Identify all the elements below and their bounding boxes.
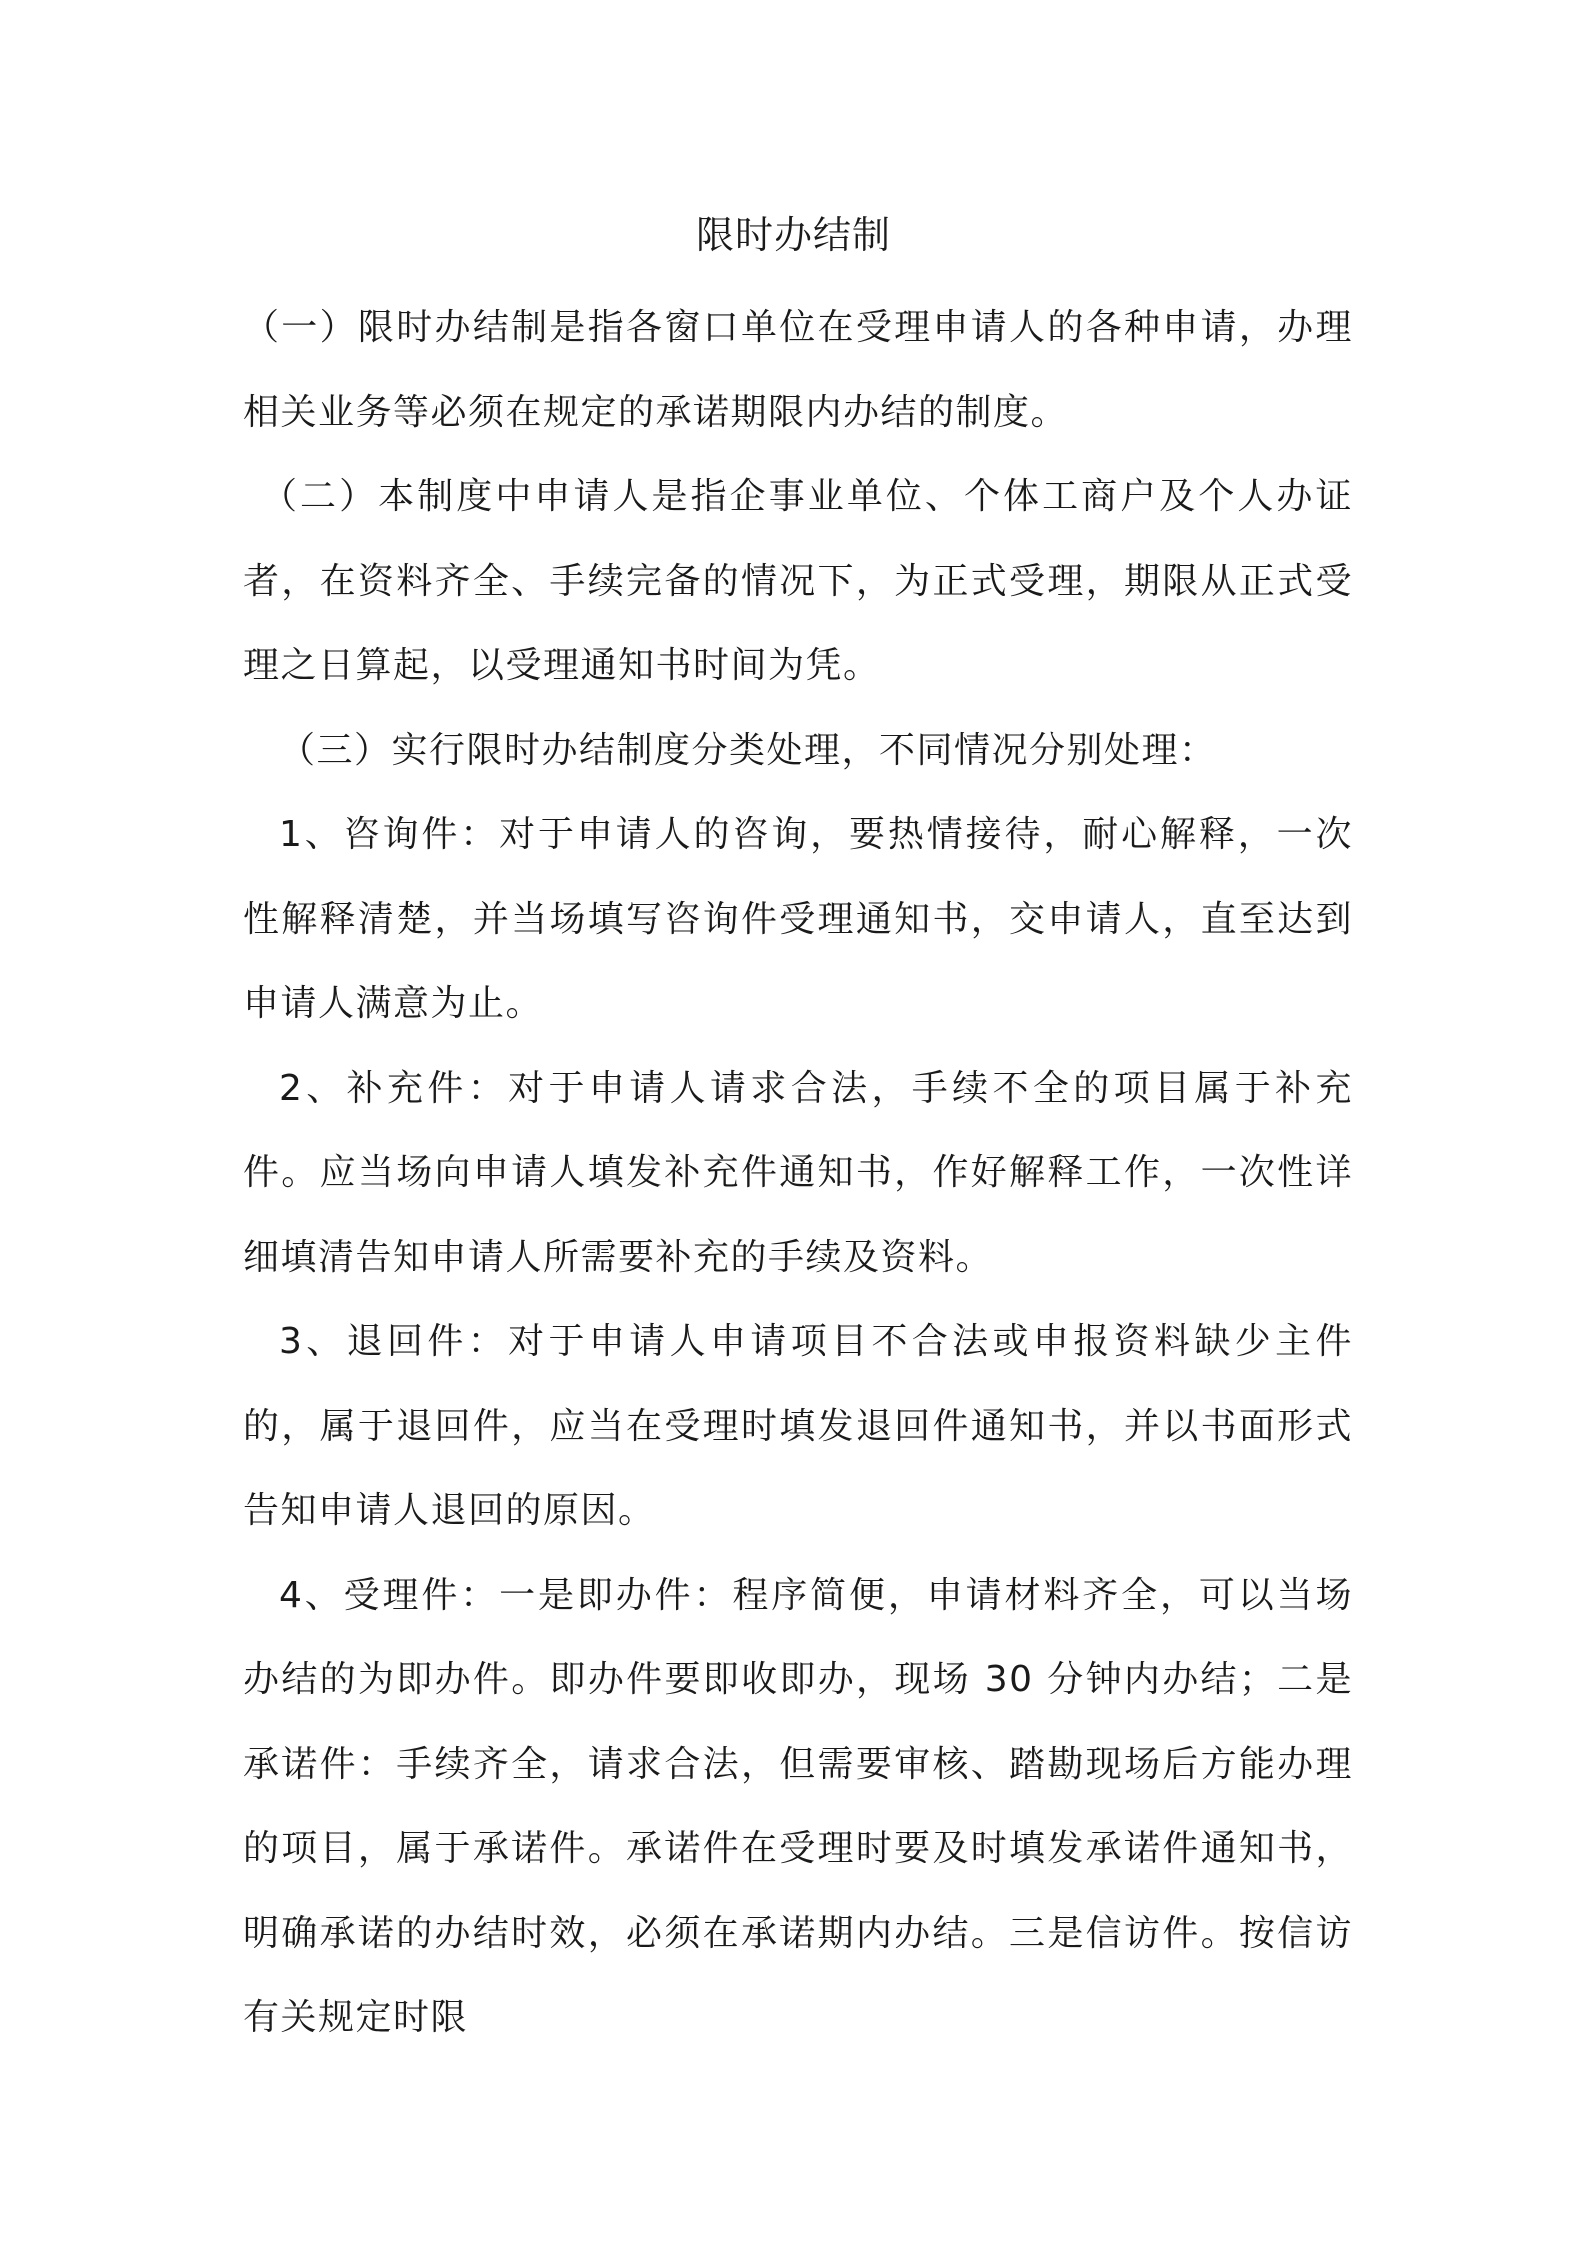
paragraph-item-3: 3、退回件：对于申请人申请项目不合法或申报资料缺少主件的，属于退回件，应当在受理时填发退回件通知书，并以书面形式告知申请人退回的原因。 <box>243 1321 1353 1531</box>
paragraph-item-4: 4、受理件：一是即办件：程序简便，申请材料齐全，可以当场办结的为即办件。即办件要即收即办，现场 30 分钟内办结；二是承诺件：手续齐全，请求合法，但需要审核、踏勘现场后方能办理的项目，属于承诺件。承诺件在受理时要及时填发承诺件通知书，明确承诺的办结时效，必须在承诺期内办结。三是信访件。按信访有关规定时限 <box>243 1574 1353 2038</box>
paragraph-3: （三）实行限时办结制度分类处理，不同情况分别处理： <box>279 729 1217 771</box>
paragraph-1: （一）限时办结制是指各窗口单位在受理申请人的各种申请，办理相关业务等必须在规定的承诺期限内办结的制度。 <box>243 307 1353 433</box>
paragraph-2: （二）本制度中申请人是指企事业单位、个体工商户及个人办证者，在资料齐全、手续完备的情况下，为正式受理，期限从正式受理之日算起，以受理通知书时间为凭。 <box>243 476 1353 686</box>
paragraph-item-1: 1、咨询件：对于申请人的咨询，要热情接待，耐心解释，一次性解释清楚，并当场填写咨询件受理通知书，交申请人，直至达到申请人满意为止。 <box>243 814 1353 1024</box>
document-body <box>243 286 1353 2061</box>
document-title: 限时办结制 <box>695 213 891 257</box>
paragraph-item-2: 2、补充件：对于申请人请求合法，手续不全的项目属于补充件。应当场向申请人填发补充件通知书，作好解释工作，一次性详细填清告知申请人所需要补充的手续及资料。 <box>243 1067 1353 1278</box>
